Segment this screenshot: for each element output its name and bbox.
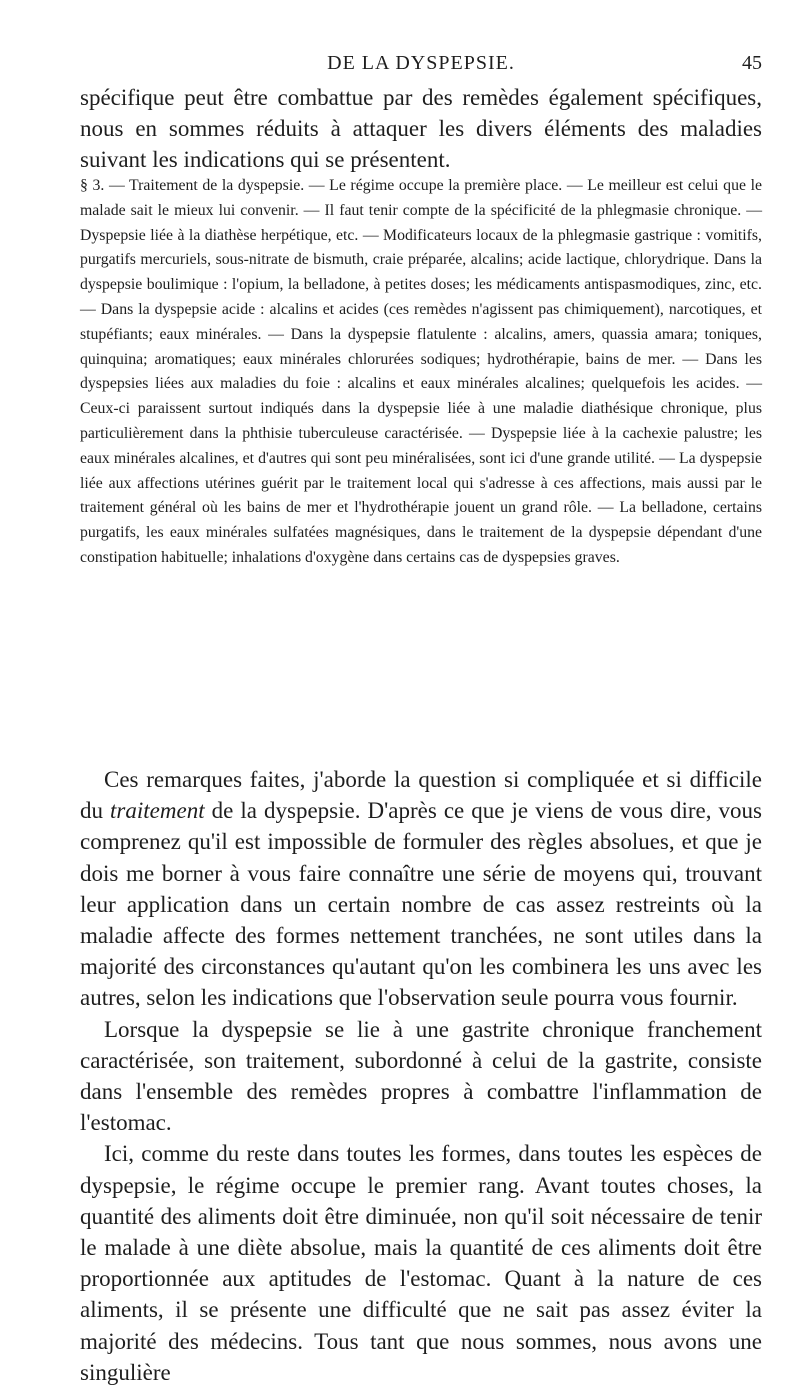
emphasis-traitement: traitement: [110, 798, 205, 824]
section-summary: § 3. — Traitement de la dyspepsie. — Le régime occupe la première place. — Le meilleur est celui que le malade sait le mieux lui convenir. — Il faut tenir compte de la spécificité de la phlegmasie chronique. — Dyspepsie liée à la diathèse herpétique, etc. — Modificateurs locaux de la phlegmasie gastrique : vomitifs, purgatifs mercuriels, sous-nitrate de bismuth, craie préparée, alcalins; acide lactique, chlorydrique. Dans la dyspepsie boulimique : l'opium, la belladone, à petites doses; les médicaments antispasmodiques, zinc, etc. — Dans la dyspepsie acide : alcalins et acides (ces remèdes n'agissent pas chimiquement), narcotiques, et stupéfiants; eaux minérales. — Dans la dyspepsie flatulente : alcalins, amers, quassia amara; toniques, quinquina; aromatiques; eaux minérales chlorurées sodiques; hydrothérapie, bains de mer. — Dans les dyspepsies liées aux maladies du foie : alcalins et eaux minérales alcalines; quelquefois les acides. — Ceux-ci paraissent surtout indiqués dans la dyspepsie liée à une maladie diathésique chronique, plus particulièrement dans la phthisie tuberculeuse caractérisée. — Dyspepsie liée à la cachexie palustre; les eaux minérales alcalines, et d'autres qui sont peu minéralisées, sont ici d'une grande utilité. — La dyspepsie liée aux affections utérines guérit par le traitement local qui s'adresse à ces affections, mais aussi par le traitement général où les bains de mer et l'hydrothérapie jouent un grand rôle. — La belladone, certains purgatifs, les eaux minérales sulfatées magnésiques, dans le traitement de la dyspepsie dépendant d'une constipation habituelle; inhalations d'oxygène dans certains cas de dyspepsies graves.: [80, 177, 762, 566]
page-number: 45: [742, 52, 762, 74]
paragraph-1: [80, 764, 762, 1014]
running-title: DE LA DYSPEPSIE.: [327, 52, 515, 74]
paragraph-1-start: Ces remarques faites, j'aborde la question si compliquée et si difficile du: [80, 767, 762, 824]
paragraph-3: Ici, comme du reste dans toutes les formes, dans toutes les espèces de dyspepsie, le régime occupe le premier rang. Avant toutes choses, la quantité des aliments doit être diminuée, non qu'il soit nécessaire de tenir le malade à une diète absolue, mais la quantité de ces aliments doit être proportionnée aux aptitudes de l'estomac. Quant à la nature de ces aliments, il se présente une difficulté que ne sait pas assez éviter la majorité des médecins. Tous tant que nous sommes, nous avons une singulière: [80, 1141, 762, 1385]
paragraph-1-end: de la dyspepsie. D'après ce que je viens de vous dire, vous comprenez qu'il est impossible de formuler des règles absolues, et que je dois me borner à vous faire connaître une série de moyens qui, trouvant leur application dans un certain nombre de cas assez restreints où la maladie affecte des formes nettement tranchées, ne sont utiles dans la majorité des circonstances qu'autant qu'on les combinera les uns avec les autres, selon les indications que l'observation seule pourra vous fournir.: [80, 798, 763, 1011]
main-text: [80, 764, 762, 1388]
paragraph-2: Lorsque la dyspepsie se lie à une gastrite chronique franchement caractérisée, son traitement, subordonné à celui de la gastrite, consiste dans l'ensemble des remèdes propres à combattre l'inflammation de l'estomac.: [80, 1016, 762, 1136]
intro-paragraph: spécifique peut être combattue par des remèdes également spécifiques, nous en sommes réduits à attaquer les divers éléments des maladies suivant les indications qui se présentent.: [80, 85, 762, 172]
running-header: [80, 52, 762, 78]
